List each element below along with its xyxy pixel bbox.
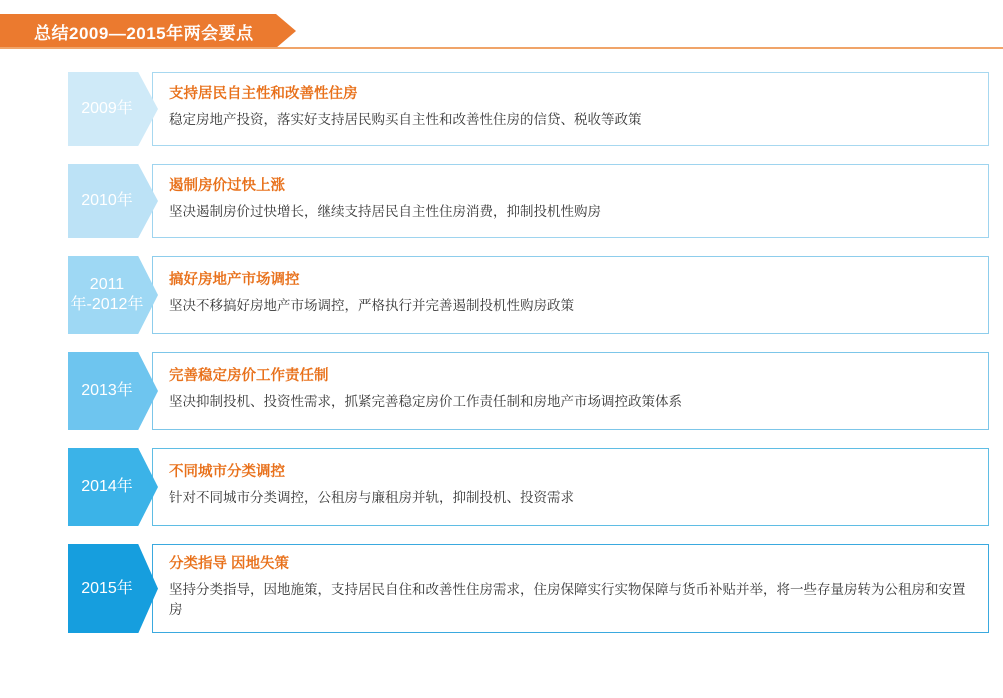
year-chevron (68, 256, 158, 334)
year-chevron (68, 544, 158, 633)
content-card (152, 544, 989, 633)
header-banner (0, 14, 296, 48)
list-item[interactable] (0, 544, 1003, 633)
timeline-list (0, 72, 1003, 651)
card-title: 支持居民自主性和改善性住房 (169, 86, 358, 103)
card-description: 稳定房地产投资，落实好支持居民购买自主性和改善性住房的信贷、税收等政策 (169, 112, 642, 128)
card-description: 坚持分类指导，因地施策，支持居民自住和改善性住房需求，住房保障实行实物保障与货币补贴并举，将一些存量房转为公租房和安置房 (169, 581, 966, 618)
list-item[interactable] (0, 352, 1003, 430)
card-description: 针对不同城市分类调控，公租房与廉租房并轨，抑制投机、投资需求 (169, 490, 574, 506)
card-title: 遏制房价过快上涨 (169, 178, 285, 195)
card-description: 坚决遏制房价过快增长，继续支持居民自主性住房消费，抑制投机性购房 (169, 204, 601, 220)
ribbon-arrow-icon (276, 14, 296, 48)
content-card (152, 352, 989, 430)
year-label: 2009年 (81, 100, 133, 117)
content-card (152, 72, 989, 146)
card-title: 不同城市分类调控 (169, 464, 285, 481)
card-title: 完善稳定房价工作责任制 (169, 368, 329, 385)
year-chevron (68, 352, 158, 430)
content-card (152, 448, 989, 526)
card-title: 分类指导 因地失策 (169, 556, 290, 572)
card-description: 坚决抑制投机、投资性需求，抓紧完善稳定房价工作责任制和房地产市场调控政策体系 (169, 394, 682, 410)
year-chevron (68, 448, 158, 526)
year-label: 2010年 (81, 192, 133, 209)
list-item[interactable] (0, 72, 1003, 146)
list-item[interactable] (0, 256, 1003, 334)
year-label: 2013年 (81, 382, 133, 399)
page-title: 总结2009—2015年两会要点 (0, 14, 276, 48)
content-card (152, 256, 989, 334)
year-label: 2014年 (81, 478, 133, 495)
list-item[interactable] (0, 164, 1003, 238)
content-card (152, 164, 989, 238)
year-chevron (68, 72, 158, 146)
year-label: 2011年-2012年 (70, 276, 144, 313)
header-divider (0, 47, 1003, 49)
card-description: 坚决不移搞好房地产市场调控，严格执行并完善遏制投机性购房政策 (169, 298, 574, 314)
year-label: 2015年 (81, 579, 133, 597)
year-chevron (68, 164, 158, 238)
card-title: 搞好房地产市场调控 (169, 272, 300, 289)
list-item[interactable] (0, 448, 1003, 526)
